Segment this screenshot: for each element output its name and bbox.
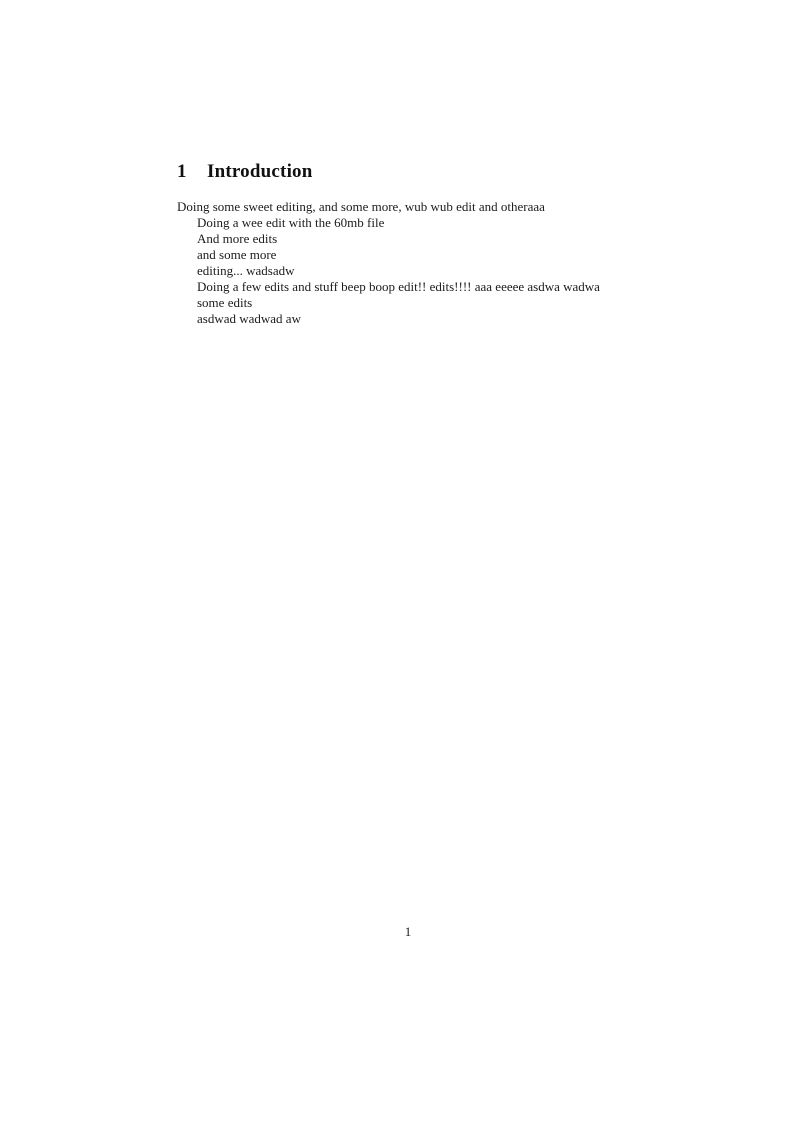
document-content [177,161,639,327]
paragraph-line: and some more [197,246,277,262]
section-title: Introduction [207,161,313,182]
section-number: 1 [177,161,187,182]
paragraph-line: editing... wadsadw [197,262,295,278]
paragraph-line: asdwad wadwad aw [197,310,301,326]
paragraph-line: Doing a wee edit with the 60mb file [197,214,385,230]
paragraph-line: Doing a few edits and stuff beep boop edit!! edits!!!! aaa eeeee asdwa wadwa [197,278,600,294]
paragraph-line: some edits [197,294,253,310]
paragraph-line: Doing some sweet editing, and some more, wub wub edit and otheraaa [177,198,545,214]
page-number: 1 [404,924,412,939]
paragraph-line: And more edits [197,230,278,246]
section-heading [177,161,639,184]
